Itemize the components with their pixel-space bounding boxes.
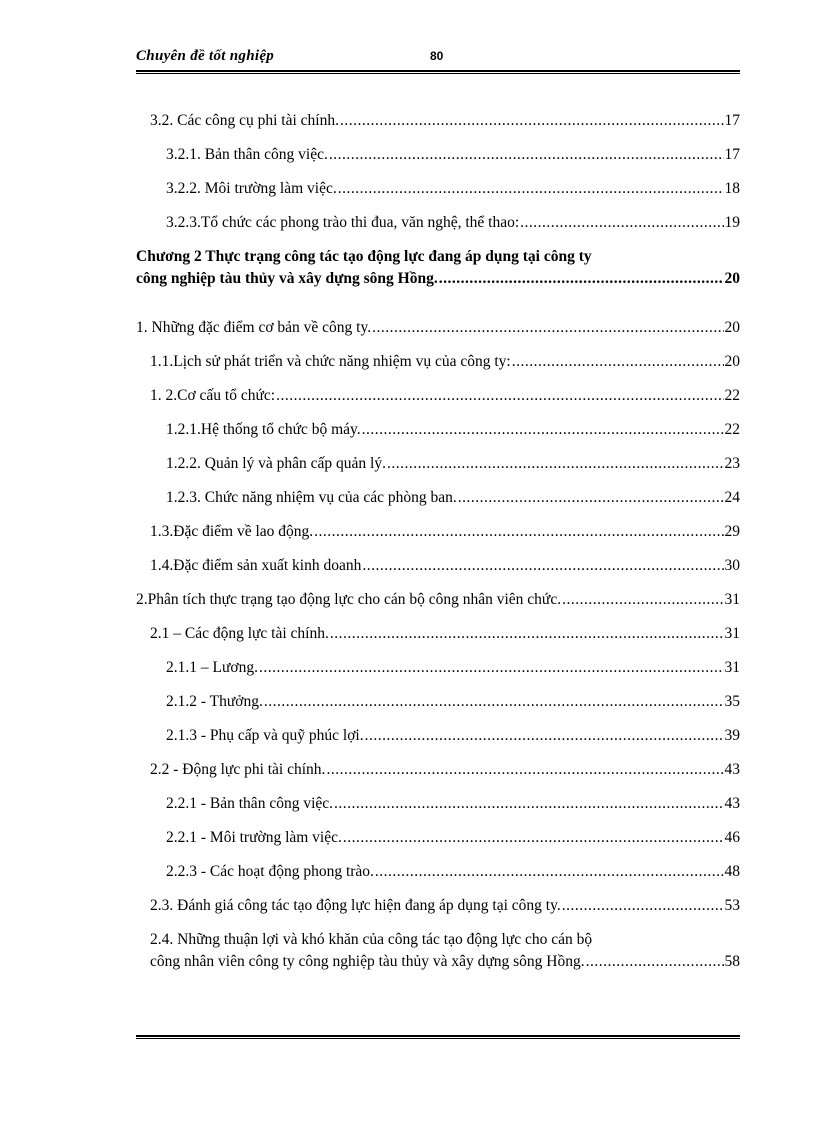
toc-entry[interactable] (166, 863, 740, 881)
toc-leader-dots (340, 112, 724, 130)
toc-entry-text: 2.2 - Động lực phi tài chính. (150, 761, 326, 778)
toc-entry[interactable] (166, 659, 740, 677)
toc-entry-text: 1.3.Đặc điểm về lao động. (150, 523, 314, 540)
toc-entry-text: 3.2.2. Môi trường làm việc. (166, 180, 337, 197)
toc-leader-dots (338, 180, 724, 198)
toc-entry[interactable] (136, 248, 740, 288)
toc-entry[interactable] (166, 214, 740, 232)
toc-leader-dots (314, 523, 723, 541)
toc-entry-text: 1. Những đặc điểm cơ bản về công ty. (136, 319, 372, 336)
toc-leader-dots (334, 795, 723, 813)
toc-entry[interactable] (150, 625, 740, 643)
toc-leader-dots (375, 863, 724, 881)
toc-leader-dots (343, 829, 724, 847)
toc-entry-page: 43 (724, 761, 740, 778)
toc-entry-text: 2.2.1 - Bản thân công việc. (166, 795, 334, 812)
toc-entry[interactable] (150, 112, 740, 130)
toc-leader-dots (329, 146, 724, 164)
toc-leader-dots (276, 387, 723, 405)
page-header (136, 48, 740, 68)
toc-entry-page: 22 (724, 421, 740, 438)
toc-leader-dots (365, 727, 724, 745)
toc-entry[interactable] (166, 489, 740, 507)
toc-entry[interactable] (136, 319, 740, 337)
toc-entry-page: 24 (724, 489, 740, 506)
footer-rule (136, 1035, 740, 1039)
toc-leader-dots (562, 897, 724, 915)
toc-entry-page: 19 (724, 214, 740, 231)
toc-entry-page: 35 (724, 693, 740, 710)
toc-entry-text: 2.Phân tích thực trạng tạo động lực cho cán bộ công nhân viên chức. (136, 591, 562, 608)
toc-entry[interactable] (150, 931, 740, 971)
toc-entry[interactable] (136, 591, 740, 609)
toc-entry-text: 3.2. Các công cụ phi tài chính. (150, 112, 339, 129)
toc-leader-dots (362, 421, 724, 439)
toc-entry-page: 39 (724, 727, 740, 744)
toc-entry-page: 58 (724, 953, 740, 970)
toc-leader-dots (512, 353, 724, 371)
toc-entry-text: 1.2.3. Chức năng nhiệm vụ của các phòng ban. (166, 489, 457, 506)
toc-entry-page: 43 (724, 795, 740, 812)
toc-entry[interactable] (166, 829, 740, 847)
toc-entry-text: 2.3. Đánh giá công tác tạo động lực hiện đang áp dụng tại công ty. (150, 897, 561, 914)
toc-entry[interactable] (150, 761, 740, 779)
toc-entry[interactable] (166, 180, 740, 198)
toc-entry-page: 20 (724, 270, 740, 287)
toc-leader-dots (562, 591, 723, 609)
toc-entry-text-line1: Chương 2 Thực trạng công tác tạo động lực đang áp dụng tại công ty (136, 248, 592, 265)
toc-entry-page: 20 (724, 353, 740, 370)
toc-leader-dots (458, 489, 724, 507)
toc-entry-text: 1. 2.Cơ cấu tổ chức: (150, 387, 276, 404)
toc-entry-page: 31 (724, 591, 740, 608)
toc-entry-page: 53 (724, 897, 740, 914)
toc-entry-text: 3.2.3.Tổ chức các phong trào thi đua, văn nghệ, thể thao: (166, 214, 520, 231)
header-title: Chuyên đề tốt nghiệp (136, 48, 275, 64)
toc-entry-text: 2.1.3 - Phụ cấp và quỹ phúc lợi. (166, 727, 364, 744)
toc-entry-text: 2.2.3 - Các hoạt động phong trào. (166, 863, 374, 880)
toc-entry[interactable] (150, 897, 740, 915)
toc-entry-text: 2.2.1 - Môi trường làm việc. (166, 829, 342, 846)
toc-entry-page: 31 (724, 625, 740, 642)
toc-entry-page: 17 (724, 112, 740, 129)
toc-entry-text: 2.1.1 – Lương. (166, 659, 258, 676)
toc-entry[interactable] (150, 557, 740, 575)
toc-entry[interactable] (166, 693, 740, 711)
toc-entry-text: 1.4.Đặc điểm sản xuất kinh doanh (150, 557, 362, 574)
toc-leader-dots (439, 270, 724, 288)
toc-leader-dots (586, 953, 724, 971)
toc-entry[interactable] (150, 523, 740, 541)
toc-entry-text: 2.1.2 - Thưởng. (166, 693, 263, 710)
toc-leader-dots (362, 557, 723, 575)
toc-leader-dots (326, 761, 723, 779)
toc-entry-page: 29 (724, 523, 740, 540)
toc-entry[interactable] (150, 387, 740, 405)
toc-entry[interactable] (150, 353, 740, 371)
toc-entry-page: 17 (724, 146, 740, 163)
toc-entry[interactable] (166, 455, 740, 473)
toc-entry-page: 30 (724, 557, 740, 574)
toc-leader-dots (372, 319, 723, 337)
toc-entry-page: 31 (724, 659, 740, 676)
toc-entry-page: 46 (724, 829, 740, 846)
header-rule (136, 70, 740, 74)
table-of-contents (136, 112, 740, 971)
toc-entry-text: công nhân viên công ty công nghiệp tàu thủy và xây dựng sông Hồng. (150, 953, 585, 970)
toc-entry-page: 48 (724, 863, 740, 880)
toc-entry[interactable] (166, 795, 740, 813)
toc-leader-dots (330, 625, 724, 643)
toc-leader-dots (387, 455, 724, 473)
toc-entry-text: 1.2.1.Hệ thống tổ chức bộ máy. (166, 421, 361, 438)
toc-entry-text: công nghiệp tàu thủy và xây dựng sông Hồng. (136, 270, 438, 287)
toc-leader-dots (259, 659, 724, 677)
toc-entry-page: 22 (724, 387, 740, 404)
toc-entry-text: 2.1 – Các động lực tài chính. (150, 625, 329, 642)
header-page-number: 80 (430, 49, 444, 63)
toc-leader-dots (264, 693, 724, 711)
toc-entry-text: 1.2.2. Quản lý và phân cấp quản lý. (166, 455, 386, 472)
toc-entry-page: 18 (724, 180, 740, 197)
toc-entry[interactable] (166, 146, 740, 164)
toc-entry-text: 3.2.1. Bản thân công việc. (166, 146, 328, 163)
toc-entry-text-line1: 2.4. Những thuận lợi và khó khăn của công tác tạo động lực cho cán bộ (150, 931, 593, 948)
toc-entry-text: 1.1.Lịch sử phát triển và chức năng nhiệm vụ của công ty: (150, 353, 511, 370)
toc-entry-page: 20 (724, 319, 740, 336)
toc-entry[interactable] (166, 421, 740, 439)
toc-entry[interactable] (166, 727, 740, 745)
toc-entry-page: 23 (724, 455, 740, 472)
toc-leader-dots (520, 214, 723, 232)
